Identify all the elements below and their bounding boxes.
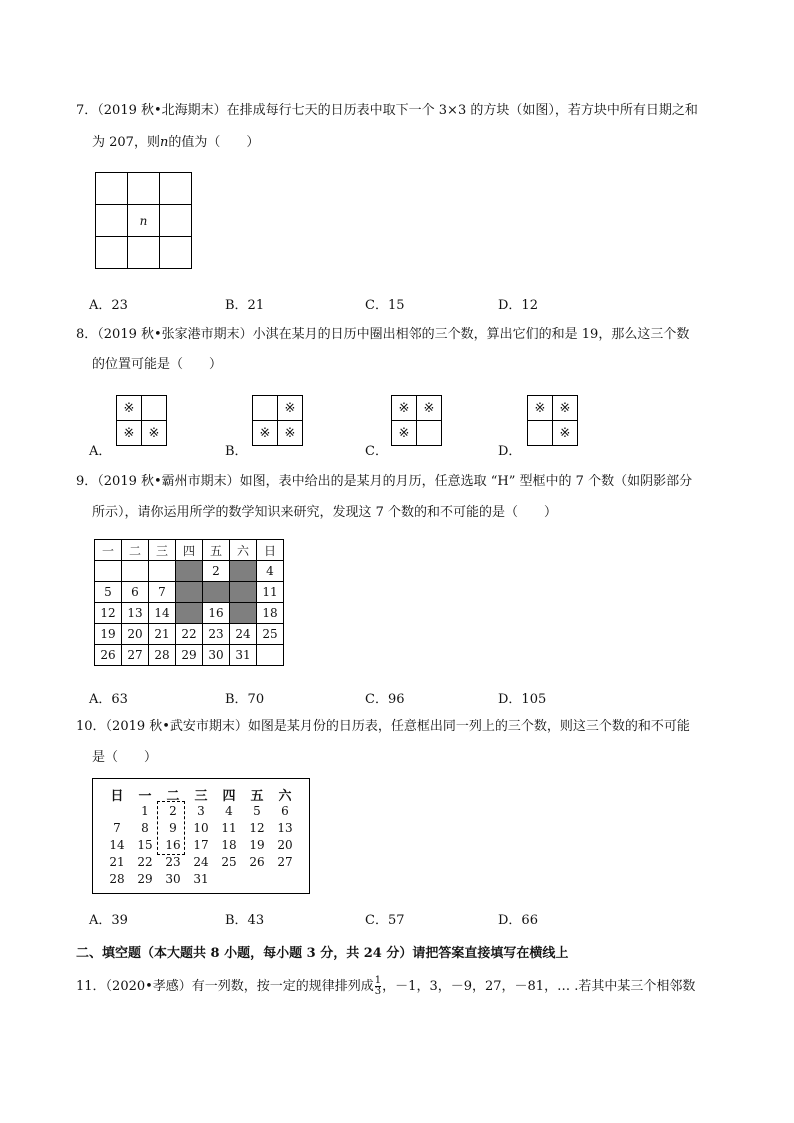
calendar-cell bbox=[96, 173, 128, 205]
calendar-cell bbox=[149, 561, 176, 582]
calendar-row bbox=[253, 421, 303, 446]
mark: ※ bbox=[392, 421, 417, 446]
calendar-cell bbox=[142, 396, 167, 421]
shaded-cell bbox=[176, 582, 203, 603]
calendar-row bbox=[95, 645, 284, 666]
calendar-cell: 27 bbox=[122, 645, 149, 666]
q7-option-a: A．23 bbox=[89, 298, 128, 313]
calendar-cell: 一 bbox=[138, 789, 152, 804]
calendar-row bbox=[95, 624, 284, 645]
calendar-row bbox=[253, 396, 303, 421]
calendar-cell: 30 bbox=[203, 645, 230, 666]
q9-option-b: B．70 bbox=[225, 692, 265, 707]
calendar-cell: 5 bbox=[95, 582, 122, 603]
calendar-cell: 5 bbox=[253, 804, 261, 818]
q7-option-c: C．15 bbox=[365, 298, 405, 313]
q7-grid bbox=[95, 172, 192, 269]
calendar-cell: 三 bbox=[194, 789, 208, 804]
calendar-cell bbox=[160, 237, 192, 269]
calendar-cell bbox=[96, 237, 128, 269]
q9-line1: 9．（2019 秋•霸州市期末）如图，表中给出的是某月的月历，任意选取 “H” 型框中的 7 个数（如阴影部分 bbox=[76, 474, 693, 489]
calendar-cell: 16 bbox=[165, 838, 181, 852]
calendar-cell bbox=[160, 173, 192, 205]
shaded-cell bbox=[230, 603, 257, 624]
dashed-selection-frame bbox=[157, 801, 185, 855]
calendar-cell: 8 bbox=[141, 821, 149, 835]
calendar-cell: 22 bbox=[137, 855, 153, 869]
calendar-cell: 27 bbox=[277, 855, 293, 869]
calendar-cell: 28 bbox=[149, 645, 176, 666]
calendar-cell: 1 bbox=[374, 975, 382, 986]
calendar-cell: 19 bbox=[95, 624, 122, 645]
shaded-cell bbox=[230, 582, 257, 603]
mark: ※ bbox=[117, 396, 142, 421]
calendar-cell: 6 bbox=[122, 582, 149, 603]
calendar-cell: 14 bbox=[149, 603, 176, 624]
calendar-cell: 26 bbox=[95, 645, 122, 666]
calendar-header-row: 一 二 三 四 五 六 日 bbox=[95, 540, 284, 561]
calendar-cell bbox=[160, 205, 192, 237]
shaded-cell bbox=[176, 603, 203, 624]
calendar-cell: 日 bbox=[110, 789, 124, 804]
q11-line: 11．（2020•孝感）有一列数，按一定的规律排列成 $\frac{1}{3}$ ，－1，3，－9，27，－81，… .若其中某三个相邻数 bbox=[76, 975, 696, 997]
calendar-cell: 29 bbox=[137, 872, 153, 886]
calendar-row bbox=[528, 396, 578, 421]
grid-center-n: n bbox=[128, 205, 160, 237]
calendar-cell: 18 bbox=[221, 838, 237, 852]
q7-option-d: D．12 bbox=[498, 298, 538, 313]
q9-option-a: A．63 bbox=[89, 692, 128, 707]
calendar-cell: 4 bbox=[257, 561, 284, 582]
calendar-row bbox=[392, 396, 442, 421]
shaded-cell bbox=[176, 561, 203, 582]
fraction-one-third bbox=[375, 976, 381, 997]
calendar-cell: 18 bbox=[257, 603, 284, 624]
q9-option-c: C．96 bbox=[365, 692, 405, 707]
calendar-row bbox=[528, 421, 578, 446]
calendar-row bbox=[95, 603, 284, 624]
q9-line2: 所示），请你运用所学的数学知识来研究，发现这 7 个数的和不可能的是（ ） bbox=[92, 505, 558, 520]
calendar-cell: 6 bbox=[281, 804, 289, 818]
calendar-cell: 21 bbox=[149, 624, 176, 645]
calendar-cell: 31 bbox=[193, 872, 209, 886]
calendar-cell: 16 bbox=[203, 603, 230, 624]
q7-line1: 7．（2019 秋•北海期末）在排成每行七天的日历表中取下一个 3×3 的方块（如图），若方块中所有日期之和 bbox=[76, 103, 698, 118]
q8-figure-a bbox=[116, 395, 167, 446]
calendar-row bbox=[95, 561, 284, 582]
q8-figure-b bbox=[252, 395, 303, 446]
mark: ※ bbox=[142, 421, 167, 446]
calendar-cell: 20 bbox=[122, 624, 149, 645]
calendar-cell: 4 bbox=[225, 804, 233, 818]
q8-option-a: A． bbox=[89, 444, 112, 459]
calendar-cell bbox=[128, 237, 160, 269]
q7-line2: 为 207，则n的值为（ ） bbox=[92, 135, 260, 150]
section-heading: 二、填空题（本大题共 8 小题，每小题 3 分，共 24 分）请把答案直接填写在横线上 bbox=[76, 946, 569, 961]
q8-option-b: B． bbox=[225, 444, 248, 459]
calendar-cell: 13 bbox=[122, 603, 149, 624]
calendar-cell bbox=[122, 561, 149, 582]
calendar-cell: 11 bbox=[257, 582, 284, 603]
mark: ※ bbox=[417, 396, 442, 421]
calendar-cell: 12 bbox=[95, 603, 122, 624]
calendar-cell: 29 bbox=[176, 645, 203, 666]
calendar-cell: 25 bbox=[257, 624, 284, 645]
calendar-cell: 30 bbox=[165, 872, 181, 886]
calendar-cell: 10 bbox=[193, 821, 209, 835]
calendar-cell bbox=[257, 645, 284, 666]
calendar-row bbox=[392, 421, 442, 446]
calendar-cell: 2 bbox=[169, 804, 177, 818]
calendar-cell: 19 bbox=[249, 838, 265, 852]
q8-figure-c bbox=[391, 395, 442, 446]
q10-line1: 10．（2019 秋•武安市期末）如图是某月份的日历表，任意框出同一列上的三个数，则这三个数的和不可能 bbox=[76, 719, 690, 734]
calendar-cell: 1 bbox=[141, 804, 149, 818]
calendar-cell: 13 bbox=[277, 821, 293, 835]
calendar-cell bbox=[128, 173, 160, 205]
calendar-cell: 20 bbox=[277, 838, 293, 852]
mark: ※ bbox=[392, 396, 417, 421]
mark: ※ bbox=[553, 421, 578, 446]
q10-option-a: A．39 bbox=[89, 913, 128, 928]
calendar-cell: 9 bbox=[169, 821, 177, 835]
calendar-cell: 3 bbox=[197, 804, 205, 818]
mark: ※ bbox=[553, 396, 578, 421]
mark: ※ bbox=[278, 421, 303, 446]
calendar-row bbox=[117, 421, 167, 446]
calendar-cell: 23 bbox=[203, 624, 230, 645]
q10-line2: 是（ ） bbox=[92, 750, 158, 765]
q8-line2: 的位置可能是（ ） bbox=[92, 357, 223, 372]
calendar-cell bbox=[528, 421, 553, 446]
q8-option-d: D． bbox=[498, 444, 522, 459]
calendar-cell: 25 bbox=[221, 855, 237, 869]
calendar-cell: 15 bbox=[137, 838, 153, 852]
calendar-cell: 四 bbox=[222, 789, 236, 804]
calendar-cell: 26 bbox=[249, 855, 265, 869]
calendar-cell: 24 bbox=[193, 855, 209, 869]
calendar-cell: 11 bbox=[221, 821, 237, 835]
calendar-cell: 21 bbox=[109, 855, 125, 869]
calendar-cell: 23 bbox=[165, 855, 181, 869]
calendar-cell: 五 bbox=[250, 789, 264, 804]
mark: ※ bbox=[278, 396, 303, 421]
calendar-cell: 六 bbox=[278, 789, 292, 804]
calendar-row bbox=[96, 205, 192, 237]
q8-line1: 8．（2019 秋•张家港市期末）小淇在某月的日历中圈出相邻的三个数，算出它们的和是 19，那么这三个数 bbox=[76, 327, 690, 342]
q9-calendar bbox=[94, 539, 284, 666]
q8-figure-d bbox=[527, 395, 578, 446]
calendar-cell: 7 bbox=[149, 582, 176, 603]
calendar-cell bbox=[417, 421, 442, 446]
calendar-cell: 28 bbox=[109, 872, 125, 886]
mark: ※ bbox=[253, 421, 278, 446]
calendar-cell bbox=[253, 396, 278, 421]
calendar-cell: 7 bbox=[113, 821, 121, 835]
q9-option-d: D．105 bbox=[498, 692, 547, 707]
calendar-cell: 3 bbox=[374, 986, 382, 997]
calendar-cell: 12 bbox=[249, 821, 265, 835]
q10-option-c: C．57 bbox=[365, 913, 405, 928]
q10-option-d: D．66 bbox=[498, 913, 538, 928]
calendar-cell: 2 bbox=[203, 561, 230, 582]
q10-option-b: B．43 bbox=[225, 913, 265, 928]
q8-option-c: C． bbox=[365, 444, 388, 459]
shaded-cell bbox=[230, 561, 257, 582]
variable-n: n bbox=[159, 135, 169, 150]
calendar-cell bbox=[95, 561, 122, 582]
calendar-cell: 二 bbox=[166, 789, 180, 804]
calendar-cell: 22 bbox=[176, 624, 203, 645]
mark: ※ bbox=[117, 421, 142, 446]
calendar-row bbox=[95, 582, 284, 603]
q10-calendar bbox=[92, 778, 310, 894]
calendar-row bbox=[96, 237, 192, 269]
calendar-cell: 24 bbox=[230, 624, 257, 645]
calendar-cell bbox=[96, 205, 128, 237]
calendar-cell: 31 bbox=[230, 645, 257, 666]
shaded-cell bbox=[203, 582, 230, 603]
calendar-row bbox=[96, 173, 192, 205]
calendar-cell: 14 bbox=[109, 838, 125, 852]
calendar-cell: 17 bbox=[193, 838, 209, 852]
mark: ※ bbox=[528, 396, 553, 421]
calendar-row bbox=[117, 396, 167, 421]
q7-option-b: B．21 bbox=[225, 298, 265, 313]
